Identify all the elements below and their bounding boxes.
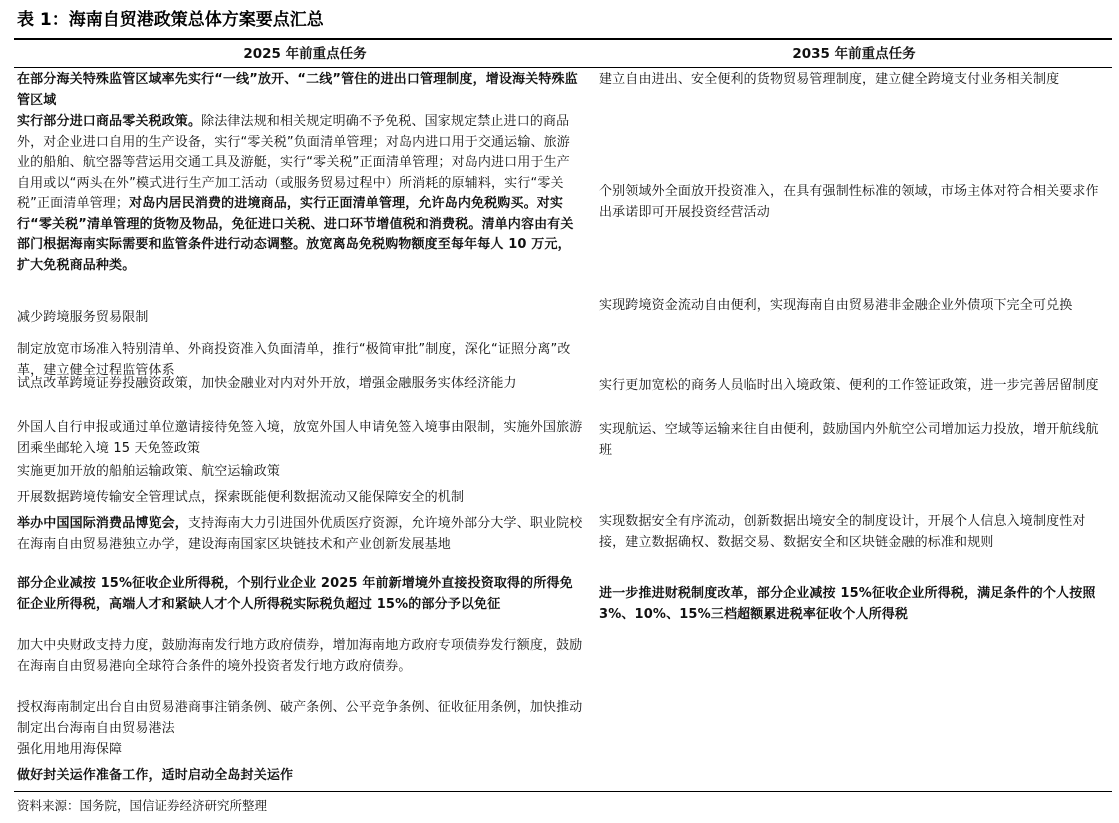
left-item: 减少跨境服务贸易限制 bbox=[17, 310, 149, 325]
left-item: 做好封关运作准备工作，适时启动全岛封关运作 bbox=[17, 768, 294, 783]
header-2035: 2035 年前重点任务 bbox=[792, 46, 916, 62]
left-item: 在部分海关特殊监管区域率先实行“一线”放开、“二线”管住的进出口管理制度，增设海关特殊监管区域 bbox=[17, 72, 578, 108]
right-item: 实现数据安全有序流动，创新数据出境安全的制度设计，开展个人信息入境制度性对接，建立数据确权、数据交易、数据安全和区块链金融的标准和规则 bbox=[599, 514, 1086, 550]
left-item: 外国人自行申报或通过单位邀请接待免签入境，放宽外国人申请免签入境事由限制，实施外国旅游团乘坐邮轮入境 15 天免签政策 bbox=[17, 420, 583, 456]
top-rule bbox=[14, 38, 1112, 40]
source-note: 资料来源：国务院，国信证券经济研究所整理 bbox=[17, 798, 268, 813]
header-rule bbox=[14, 67, 1112, 68]
right-item: 个别领域外全面放开投资准入，在具有强制性标准的领域，市场主体对符合相关要求作出承诺即可开展投资经营活动 bbox=[599, 184, 1099, 220]
right-item: 实行更加宽松的商务人员临时出入境政策、便利的工作签证政策，进一步完善居留制度 bbox=[599, 378, 1099, 393]
right-item: 进一步推进财税制度改革，部分企业减按 15%征收企业所得税，满足条件的个人按照 3%、10%、15%三档超额累进税率征收个人所得税 bbox=[599, 586, 1096, 622]
left-item: 制定放宽市场准入特别清单、外商投资准入负面清单，推行“极简审批”制度，深化“证照分离”改革，建立健全过程监管体系 bbox=[17, 342, 571, 378]
left-item: 实行部分进口商品零关税政策。除法律法规和相关规定明确不予免税、国家规定禁止进口的商品外，对企业进口自用的生产设备，实行“零关税”负面清单管理；对岛内进口用于交通运输、旅游业的船舶、航空器等营运用交通工具及游艇，实行“零关税”正面清单管理；对岛内进口用于生产自用或以“两头在外”模式进行生产加工活动（或服务贸易过程中）所消耗的原辅料，实行“零关税”正面清单管理；对岛内居民消费的进境商品，实行正面清单管理，允许岛内免税购买。对实行“零关税”清单管理的货物及物品，免征进口关税、进口环节增值税和消费税。清单内容由有关部门根据海南实际需要和监管条件进行动态调整。放宽离岛免税购物额度至每年每人 10 万元，扩大免税商品种类。 bbox=[17, 114, 574, 273]
right-item: 实现跨境资金流动自由便利，实现海南自由贸易港非金融企业外债项下完全可兑换 bbox=[599, 298, 1073, 313]
left-item: 授权海南制定出台自由贸易港商事注销条例、破产条例、公平竞争条例、征收征用条例，加快推动制定出台海南自由贸易港法 bbox=[17, 700, 583, 736]
right-item: 建立自由进出、安全便利的货物贸易管理制度，建立健全跨境支付业务相关制度 bbox=[599, 72, 1060, 87]
header-2025: 2025 年前重点任务 bbox=[243, 46, 367, 62]
left-item: 部分企业减按 15%征收企业所得税，个别行业企业 2025 年前新增境外直接投资取得的所得免征企业所得税，高端人才和紧缺人才个人所得税实际税负超过 15%的部分予以免征 bbox=[17, 576, 573, 612]
left-item: 强化用地用海保障 bbox=[17, 742, 123, 757]
table-title: 表 1：海南自贸港政策总体方案要点汇总 bbox=[17, 10, 324, 30]
left-item: 举办中国国际消费品博览会，支持海南大力引进国外优质医疗资源，允许境外部分大学、职业院校在海南自由贸易港独立办学，建设海南国家区块链技术和产业创新发展基地 bbox=[17, 516, 583, 552]
left-item: 试点改革跨境证券投融资政策，加快金融业对内对外开放，增强金融服务实体经济能力 bbox=[17, 376, 517, 391]
left-item: 实施更加开放的船舶运输政策、航空运输政策 bbox=[17, 464, 281, 479]
table-header-row bbox=[14, 41, 1112, 67]
right-item: 实现航运、空域等运输来往自由便利，鼓励国内外航空公司增加运力投放，增开航线航班 bbox=[599, 422, 1099, 458]
left-item: 加大中央财政支持力度，鼓励海南发行地方政府债券，增加海南地方政府专项债券发行额度，鼓励在海南自由贸易港向全球符合条件的境外投资者发行地方政府债券。 bbox=[17, 638, 583, 674]
bottom-rule bbox=[14, 791, 1112, 792]
left-item: 开展数据跨境传输安全管理试点，探索既能便利数据流动又能保障安全的机制 bbox=[17, 490, 465, 505]
